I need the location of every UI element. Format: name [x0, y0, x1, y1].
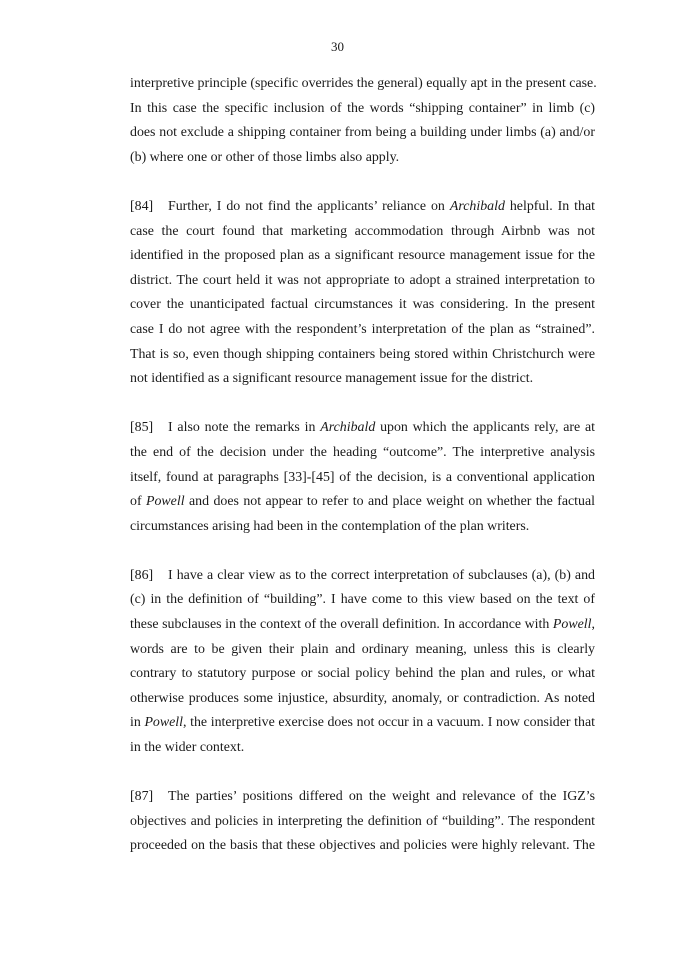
text-line: otherwise produces some injustice, absurdity, anomaly, or contradiction. As noted	[130, 690, 595, 706]
page-number: 30	[331, 39, 344, 54]
text-line: In this case the specific inclusion of the words “shipping container” in limb (c)	[130, 100, 595, 116]
text-line: identified in the proposed plan as a significant resource management issue for the	[130, 248, 595, 264]
text-line: [84] Further, I do not find the applicants’ reliance on Archibald helpful. In that	[130, 195, 595, 220]
paragraph-number: [86]	[130, 567, 154, 583]
judgment-body	[130, 72, 595, 884]
case-name: Archibald	[449, 198, 505, 214]
paragraph-85	[130, 416, 595, 539]
text-line: does not exclude a shipping container from being a building under limbs (a) and/or	[130, 125, 595, 141]
paragraph-86	[130, 564, 595, 761]
text-line: in Powell, the interpretive exercise does not occur in a vacuum. I now consider that	[130, 715, 596, 731]
text-line: these subclauses in the context of the overall definition. In accordance with Powell,	[130, 617, 595, 633]
text-line: interpretive principle (specific overrides the general) equally apt in the present case.	[130, 76, 597, 91]
text-line: [87] The parties’ positions differed on the weight and relevance of the IGZ’s	[130, 785, 595, 810]
text-line: district. The court held it was not appropriate to adopt a strained interpretation to	[130, 272, 595, 288]
paragraph-number: [85]	[130, 420, 154, 436]
case-name: Powell	[145, 494, 185, 510]
text-line: contrary to statutory purpose or social policy behind the plan and rules, or what	[130, 666, 595, 682]
text-line: circumstances arising had been in the contemplation of the plan writers.	[130, 518, 530, 534]
text-line: [85] I also note the remarks in Archibald upon which the applicants rely, are at	[130, 416, 595, 441]
text-line: in the wider context.	[130, 740, 245, 756]
case-name: Powell	[552, 617, 592, 633]
case-name: Powell	[144, 715, 184, 731]
text-line: objectives and policies in interpreting the definition of “building”. The respondent	[130, 813, 595, 829]
text-line: case the court found that marketing accommodation through Airbnb was not	[130, 223, 595, 239]
text-line: itself, found at paragraphs [33]-[45] of the decision, is a conventional application	[130, 469, 595, 485]
paragraph-number: [84]	[130, 198, 154, 214]
text-line: of Powell and does not appear to refer to and place weight on whether the factual	[130, 494, 595, 510]
text-line: not identified as a significant resource management issue for the district.	[130, 371, 534, 387]
text-line: the end of the decision under the heading “outcome”. The interpretive analysis	[130, 444, 595, 460]
text-line: words are to be given their plain and ordinary meaning, unless this is clearly	[130, 641, 595, 657]
paragraph-84	[130, 195, 595, 392]
case-name: Archibald	[320, 420, 376, 436]
text-line: That is so, even though shipping containers being stored within Christchurch were	[130, 346, 595, 362]
paragraph-number: [87]	[130, 789, 154, 805]
text-line: cover the unanticipated factual circumstances it was considering. In the present	[130, 297, 595, 313]
text-line: [86] I have a clear view as to the correct interpretation of subclauses (a), (b) and	[130, 564, 595, 589]
text-line: (b) where one or other of those limbs also apply.	[130, 149, 400, 165]
text-line: proceeded on the basis that these objectives and policies were highly relevant. The	[130, 838, 595, 854]
paragraph-continued	[130, 72, 595, 170]
paragraph-87	[130, 785, 595, 859]
text-line: case I do not agree with the respondent’s interpretation of the plan as “strained”.	[130, 321, 595, 337]
text-line: (c) in the definition of “building”. I have come to this view based on the text of	[130, 592, 595, 608]
